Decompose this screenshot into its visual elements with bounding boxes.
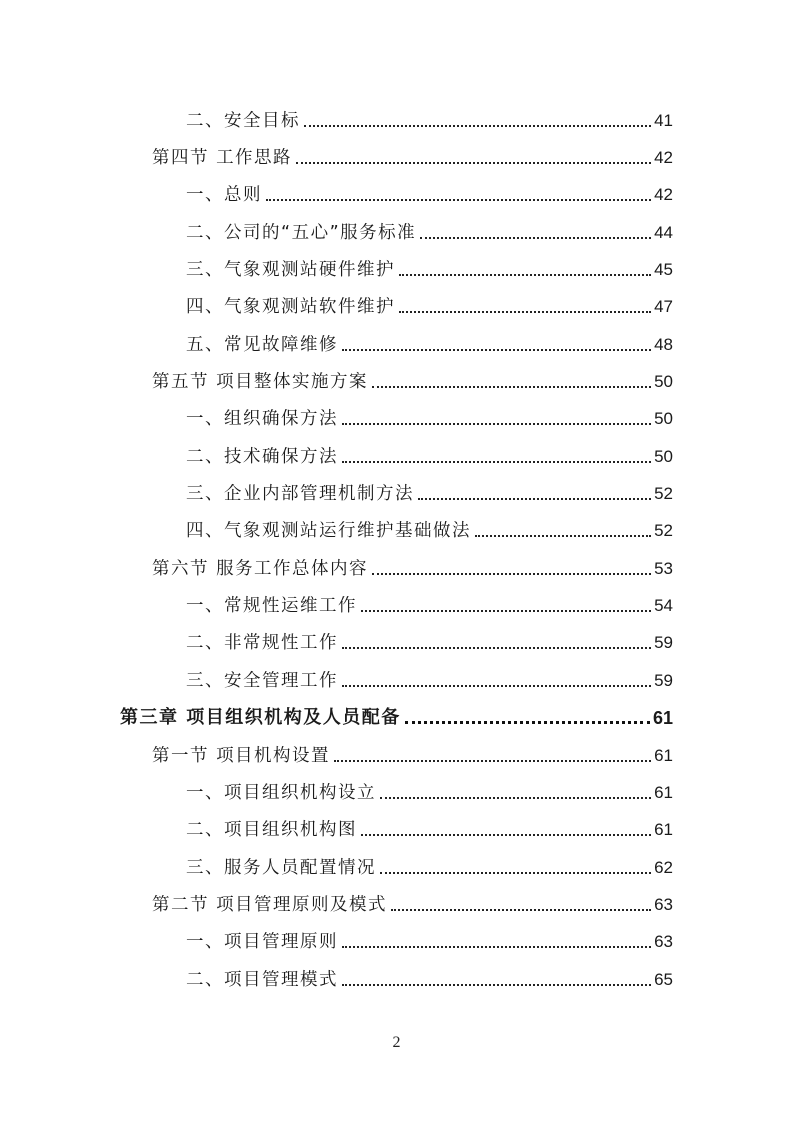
toc-entry-page: 59 [654,671,673,690]
dot-leader [418,490,651,500]
toc-chapter-entry[interactable] [120,702,673,730]
toc-entry-label: 第六节 服务工作总体内容 [152,559,369,579]
toc-entry-label: 三、气象观测站硬件维护 [186,260,395,280]
toc-entry-label: 一、常规性运维工作 [186,596,357,616]
toc-entry[interactable] [152,889,673,917]
dot-leader [342,976,651,986]
toc-entry-label: 一、项目管理原则 [186,932,338,952]
toc-entry[interactable] [152,366,673,394]
toc-entry-page: 41 [654,111,673,130]
toc-entry-page: 61 [652,708,673,728]
toc-entry-page: 42 [654,185,673,204]
toc-entry[interactable] [186,179,673,207]
toc-entry-label: 五、常见故障维修 [186,335,338,355]
dot-leader [304,117,651,127]
toc-entry[interactable] [186,926,673,954]
toc-entry-label: 第四节 工作思路 [152,148,293,168]
toc-entry[interactable] [186,777,673,805]
toc-entry-label: 三、企业内部管理机制方法 [186,484,414,504]
toc-entry-label: 二、安全目标 [186,111,300,131]
dot-leader [342,677,651,687]
dot-leader [372,565,651,575]
toc-entry[interactable] [186,478,673,506]
toc-entry[interactable] [152,553,673,581]
toc-entry-label: 二、项目管理模式 [186,970,338,990]
page-number: 2 [392,1034,401,1051]
toc-entry-label: 二、技术确保方法 [186,447,338,467]
toc-entry[interactable] [186,217,673,245]
toc-entry[interactable] [186,814,673,842]
toc-entry[interactable] [186,964,673,992]
toc-entry-page: 50 [654,409,673,428]
dot-leader [399,303,651,313]
dot-leader [372,378,651,388]
toc-entry-page: 63 [654,895,673,914]
toc-entry-label: 三、服务人员配置情况 [186,858,376,878]
toc-entry-page: 63 [654,932,673,951]
toc-entry-label: 二、非常规性工作 [186,633,338,653]
toc-entry-page: 50 [654,447,673,466]
dot-leader [266,191,651,201]
toc-entry-label: 第三章 项目组织机构及人员配备 [120,707,401,728]
toc-entry-label: 一、项目组织机构设立 [186,783,376,803]
toc-entry-page: 62 [654,858,673,877]
toc-entry-label: 二、公司的“五心”服务标准 [186,223,417,243]
toc-entry-page: 50 [654,372,673,391]
toc-entry[interactable] [186,627,673,655]
dot-leader [334,752,651,762]
toc-entry[interactable] [186,329,673,357]
toc-entry[interactable] [186,403,673,431]
toc-entry-page: 59 [654,633,673,652]
dot-leader [380,864,651,874]
toc-entry-page: 54 [654,596,673,615]
dot-leader [399,266,651,276]
toc-entry-page: 44 [654,223,673,242]
toc-entry[interactable] [186,515,673,543]
toc-entry-label: 四、气象观测站运行维护基础做法 [186,521,471,541]
toc-entry-page: 65 [654,970,673,989]
toc-entry-page: 53 [654,559,673,578]
toc-entry[interactable] [186,665,673,693]
toc-entry-page: 61 [654,820,673,839]
dot-leader [475,527,651,537]
dot-leader [342,938,651,948]
toc-entry[interactable] [152,740,673,768]
dot-leader [342,341,651,351]
dot-leader [361,602,651,612]
toc-entry-page: 52 [654,484,673,503]
toc-entry[interactable] [186,291,673,319]
toc-entry-label: 一、组织确保方法 [186,409,338,429]
dot-leader [380,789,651,799]
dot-leader [342,453,651,463]
dot-leader [405,713,650,724]
dot-leader [296,154,651,164]
dot-leader [342,639,651,649]
toc-entry-page: 52 [654,521,673,540]
dot-leader [420,229,651,239]
dot-leader [361,826,651,836]
toc-entry[interactable] [186,852,673,880]
toc-entry-label: 一、总则 [186,185,262,205]
toc-entry-label: 第二节 项目管理原则及模式 [152,895,388,915]
toc-entry-page: 45 [654,260,673,279]
toc-entry-label: 第一节 项目机构设置 [152,746,331,766]
toc-entry[interactable] [186,254,673,282]
toc-entry[interactable] [186,590,673,618]
toc-entry[interactable] [186,105,673,133]
toc-entry-label: 二、项目组织机构图 [186,820,357,840]
toc-entry-page: 42 [654,148,673,167]
toc-entry-page: 61 [654,783,673,802]
dot-leader [391,901,651,911]
toc-entry-page: 61 [654,746,673,765]
toc-entry[interactable] [152,142,673,170]
toc-entry-page: 47 [654,297,673,316]
dot-leader [342,415,651,425]
toc-entry-page: 48 [654,335,673,354]
toc-entry[interactable] [186,441,673,469]
toc-entry-label: 四、气象观测站软件维护 [186,297,395,317]
toc-entry-label: 第五节 项目整体实施方案 [152,372,369,392]
toc-entry-label: 三、安全管理工作 [186,671,338,691]
